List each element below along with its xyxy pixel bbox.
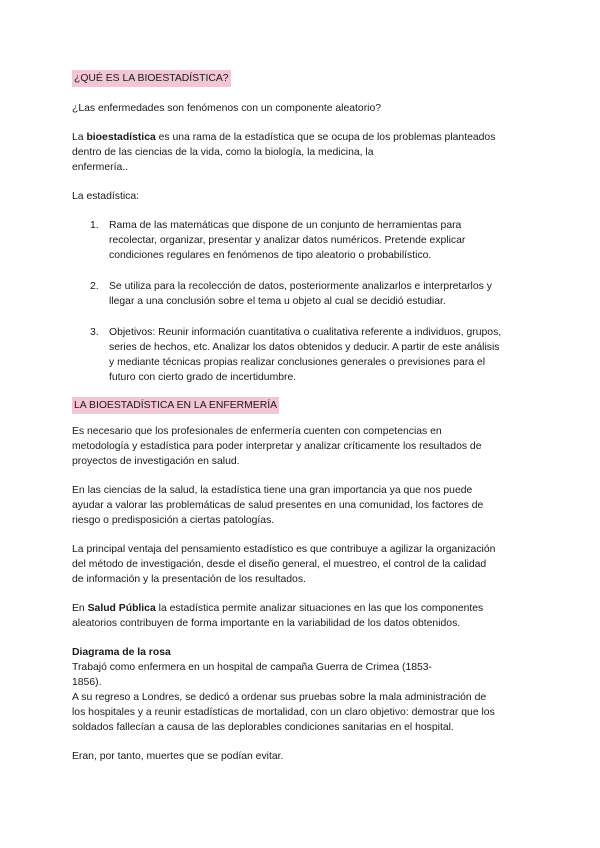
heading-enfermeria xyxy=(72,397,532,414)
para-line: proyectos de investigación en salud. xyxy=(72,456,240,467)
list-line: Objetivos: Reunir información cuantitativa o cualitativa referente a individuos, grupos, xyxy=(109,327,502,338)
question-text: ¿Las enfermedades son fenómenos con un componente aleatorio? xyxy=(72,103,382,114)
para-line: 1856). xyxy=(72,677,102,688)
def-line3: enfermería.. xyxy=(72,162,129,173)
list-number: 2. xyxy=(90,281,99,292)
estadistica-label: La estadística: xyxy=(72,191,140,202)
para-line: Es necesario que los profesionales de enfermería cuenten con competencias en xyxy=(72,426,442,437)
para-line: del método de investigación, desde el diseño general, el muestreo, el control de la calidad xyxy=(72,559,487,570)
para-line: riesgo o predisposición a ciertas patologías. xyxy=(72,515,275,526)
para-line: A su regreso a Londres, se dedicó a ordenar sus pruebas sobre la mala administración de xyxy=(72,692,487,703)
list-line: recolectar, organizar, presentar y analizar datos numéricos. Pretende explicar xyxy=(109,235,466,246)
heading-que-es-highlight: ¿QUÉ ES LA BIOESTADÍSTICA? xyxy=(72,70,231,87)
list-number: 3. xyxy=(90,327,99,338)
rosa-paragraph xyxy=(72,660,532,735)
list-line: y mediante técnicas propias realizar conclusiones generales o previsiones para el xyxy=(109,357,486,368)
estadistica-list xyxy=(72,218,532,385)
list-item xyxy=(72,325,532,385)
para4-bold: Salud Pública xyxy=(87,603,156,614)
para-line: metodología y estadística para poder interpretar y analizar críticamente los resultados de xyxy=(72,441,482,452)
para-line: La principal ventaja del pensamiento estadístico es que contribuye a agilizar la organización xyxy=(72,544,496,555)
para-line: En las ciencias de la salud, la estadística tiene una gran importancia ya que nos puede xyxy=(72,485,473,496)
def-prefix: La xyxy=(72,132,87,143)
list-line: condiciones regulares en fenómenos de tipo aleatorio o probabilístico. xyxy=(109,250,432,261)
def-rest: es una rama de la estadística que se ocupa de los problemas planteados xyxy=(155,132,496,143)
heading-que-es xyxy=(72,70,532,87)
heading-enfermeria-highlight: LA BIOESTADÍSTICA EN LA ENFERMERÍA xyxy=(72,397,279,414)
list-line: llegar a una conclusión sobre el tema u objeto al cual se decidió estudiar. xyxy=(109,296,446,307)
paragraph-3 xyxy=(72,542,532,587)
para-line: Trabajó como enfermera en un hospital de campaña Guerra de Crimea (1853- xyxy=(72,662,433,673)
closing-text: Eran, por tanto, muertes que se podían evitar. xyxy=(72,751,284,762)
def-bold-term: bioestadística xyxy=(86,132,156,143)
para-line: ayudar a valorar las problemáticas de salud presentes en una comunidad, los factores de xyxy=(72,500,484,511)
paragraph-4 xyxy=(72,601,532,631)
paragraph-2 xyxy=(72,483,532,528)
para4-prefix: En xyxy=(72,603,88,614)
list-line: Se utiliza para la recolección de datos, posteriormente analizarlos e interpretarlos y xyxy=(109,281,492,292)
list-item xyxy=(72,218,532,263)
para-line: de información y la presentación de los resultados. xyxy=(72,574,306,585)
document-page xyxy=(72,66,532,764)
list-line: futuro con cierto grado de incertidumbre. xyxy=(109,372,297,383)
list-number: 1. xyxy=(90,220,99,231)
para-line: soldados fallecían a causa de las deplorables condiciones sanitarias en el hospital. xyxy=(72,722,454,733)
para-line: aleatorios contribuyen de forma importante en la variabilidad de los datos obtenidos. xyxy=(72,618,461,629)
definition-paragraph xyxy=(72,130,532,175)
para-line: los hospitales y a reunir estadísticas de mortalidad, con un claro objetivo: demostrar que los xyxy=(72,707,495,718)
para4-rest: la estadística permite analizar situaciones en las que los componentes xyxy=(155,603,484,614)
list-item xyxy=(72,279,532,309)
list-line: series de hechos, etc. Analizar los datos obtenidos y deducir. A partir de este análisis xyxy=(109,342,500,353)
def-line2: dentro de las ciencias de la vida, como la biología, la medicina, la xyxy=(72,147,374,158)
paragraph-1 xyxy=(72,424,532,469)
list-line: Rama de las matemáticas que dispone de un conjunto de herramientas para xyxy=(109,220,462,231)
rosa-title: Diagrama de la rosa xyxy=(72,647,171,658)
